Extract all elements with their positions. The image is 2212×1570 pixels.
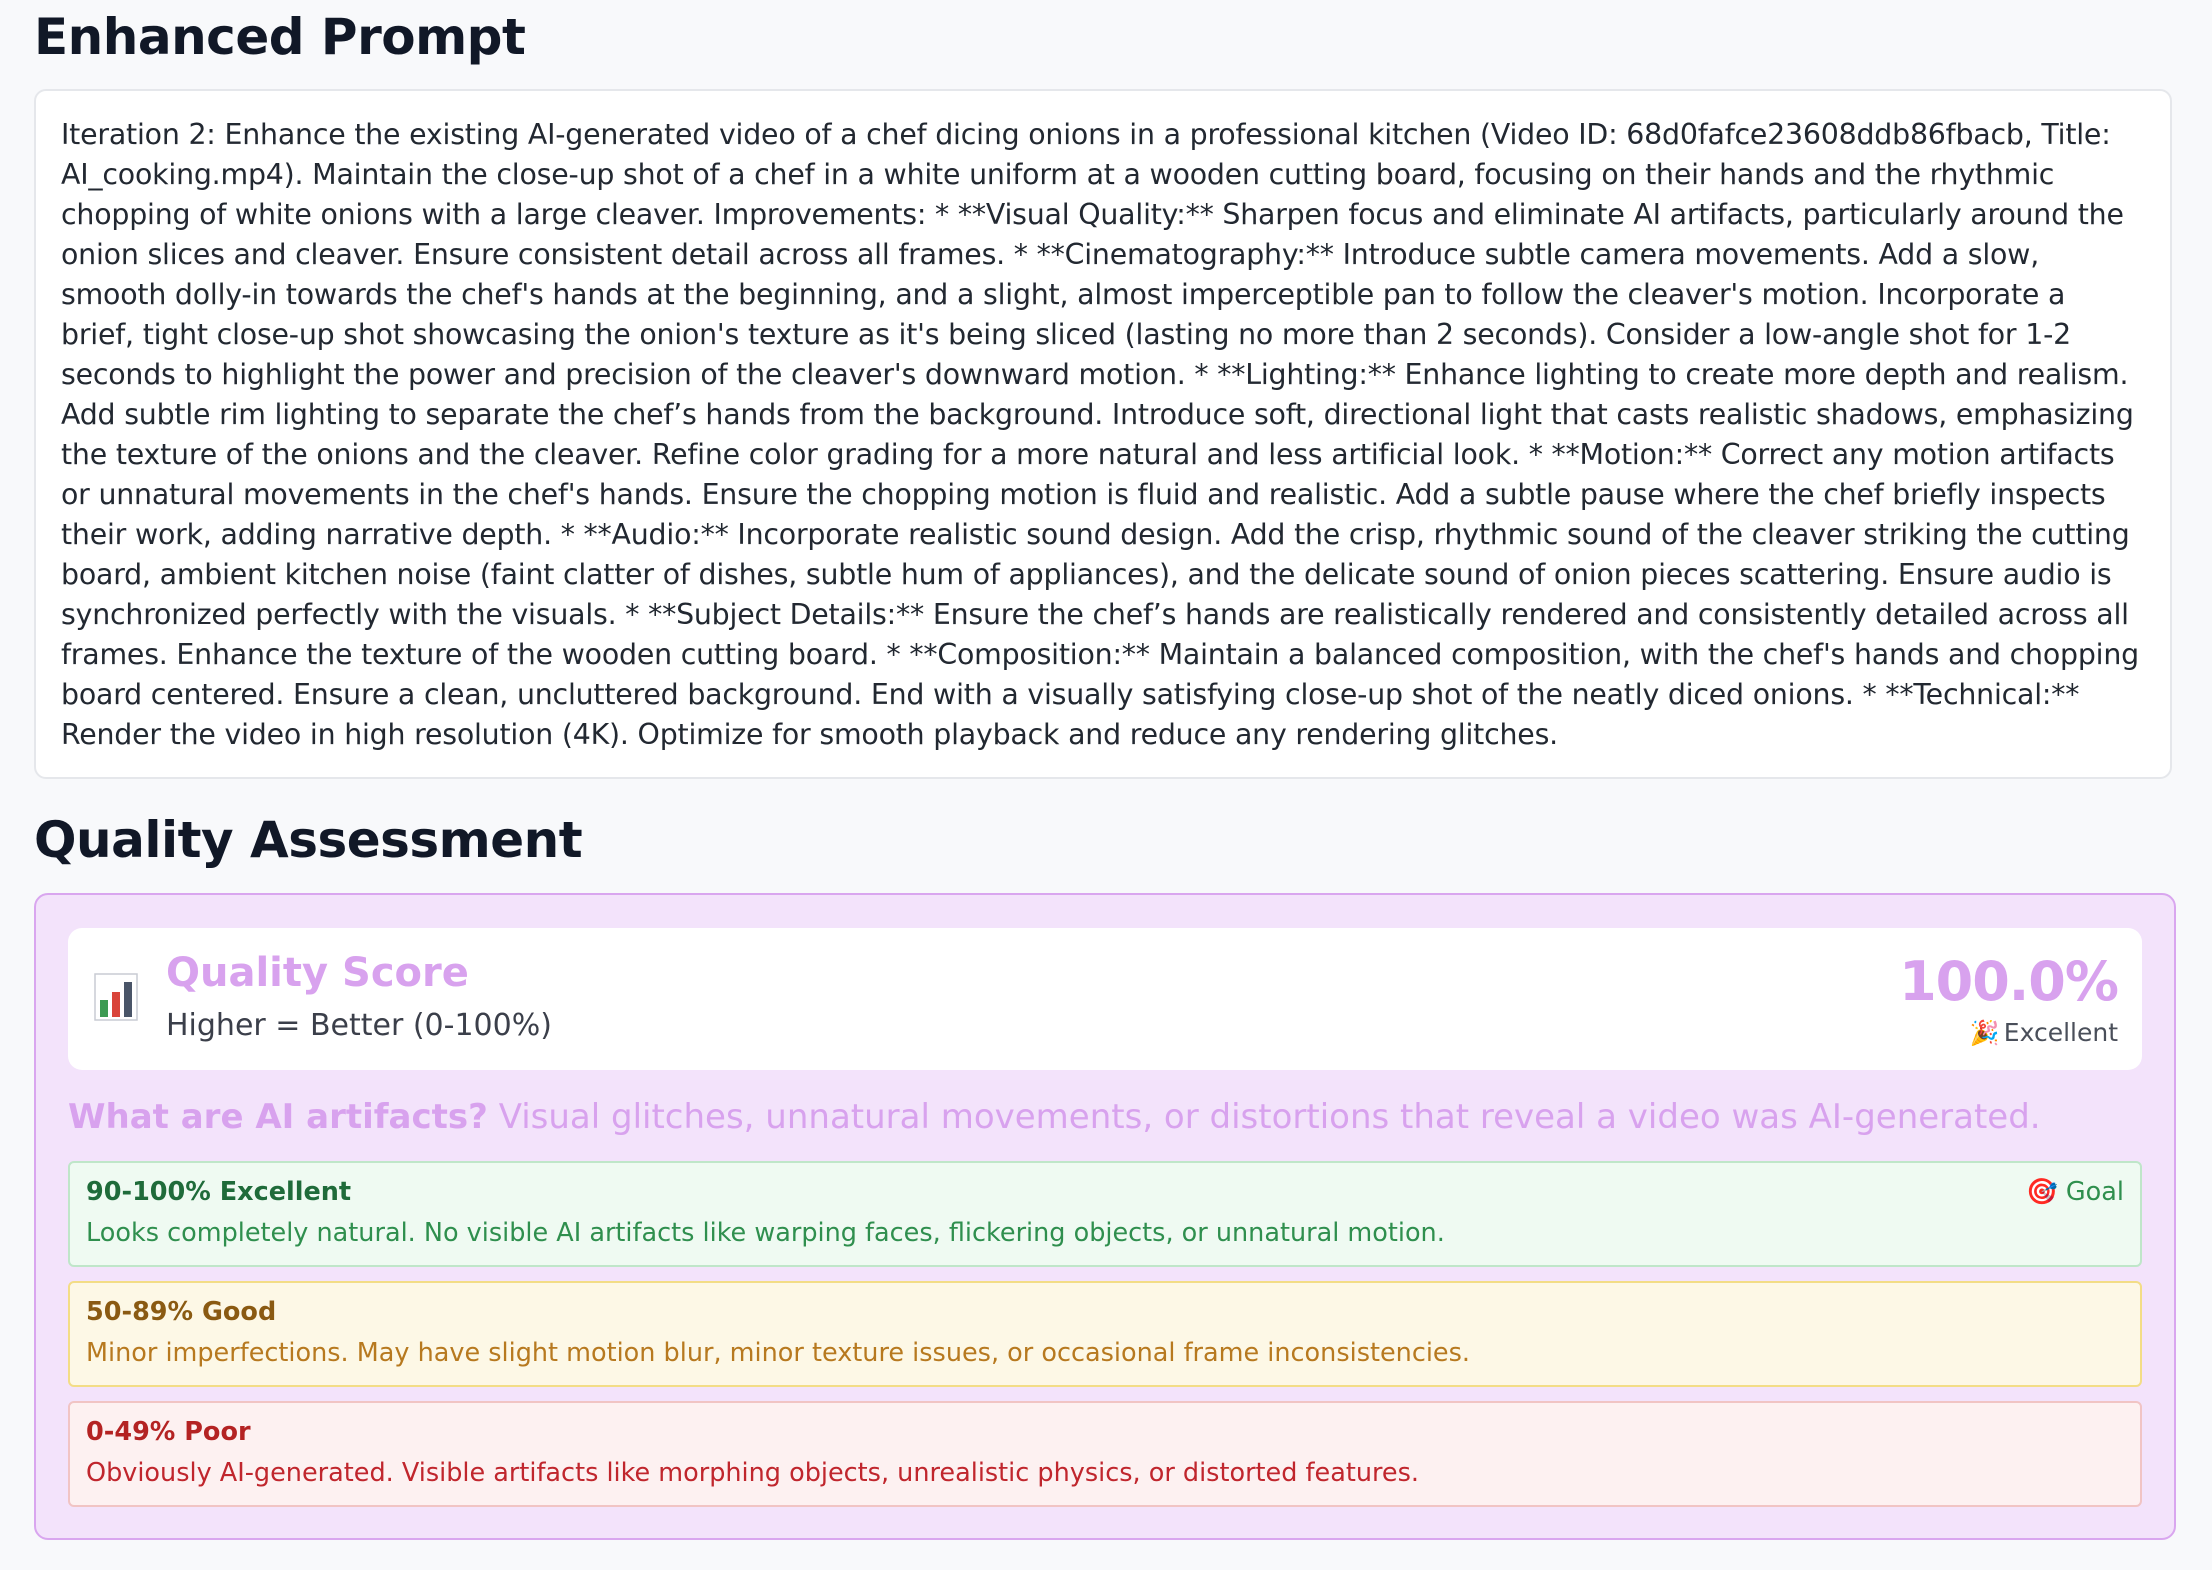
band-good-range: 50-89% Good [86, 1297, 277, 1327]
quality-score-title: Quality Score [166, 950, 469, 996]
quality-score-subtitle: Higher = Better (0-100%) [166, 1008, 552, 1043]
band-goal-badge [2026, 1177, 2124, 1207]
quality-score-value: 100.0% [1899, 950, 2118, 1013]
enhanced-prompt-heading: Enhanced Prompt [34, 8, 526, 66]
quality-score-rating [1970, 1018, 2118, 1047]
party-popper-icon: 🎉 [1969, 1019, 2000, 1047]
enhanced-prompt-card [34, 89, 2172, 779]
band-excellent [68, 1161, 2142, 1267]
band-good-description: Minor imperfections. May have slight motion blur, minor texture issues, or occasional frame inconsistencies. [86, 1338, 1471, 1368]
target-icon: 🎯 [2026, 1177, 2058, 1207]
band-good [68, 1281, 2142, 1387]
quality-score-rating-label: Excellent [2003, 1018, 2118, 1047]
band-excellent-description: Looks completely natural. No visible AI artifacts like warping faces, flickering objects, or unnatural motion. [86, 1218, 1445, 1248]
ai-artifacts-question: What are AI artifacts? [68, 1097, 488, 1137]
ai-artifacts-answer: Visual glitches, unnatural movements, or distortions that reveal a video was AI-generated. [498, 1097, 2041, 1137]
goal-label: Goal [2065, 1177, 2124, 1207]
bar-chart-icon [94, 972, 138, 1022]
band-poor [68, 1401, 2142, 1507]
quality-assessment-heading: Quality Assessment [34, 811, 583, 869]
band-poor-range: 0-49% Poor [86, 1417, 251, 1447]
enhanced-prompt-text: Iteration 2: Enhance the existing AI-generated video of a chef dicing onions in a professional kitchen (Video ID: 68d0fafce23608ddb86fbacb, Title: AI_cooking.mp4). Maintain the close-up shot of a chef in a white uniform at a wooden cutting board, focusing on their hands and the rhythmic chopping of white onions with a large cleaver. Improvements: * **Visual Quality:** Sharpen focus and eliminate AI artifacts, particularly around the onion slices and cleaver. Ensure consistent detail across all frames. * **Cinematography:** Introduce subtle camera movements. Add a slow, smooth dolly-in towards the chef's hands at the beginning, and a slight, almost imperceptible pan to follow the cleaver's motion. Incorporate a brief, tight close-up shot showcasing the onion's texture as it's being sliced (lasting no more than 2 seconds). Consider a low-angle shot for 1-2 seconds to highlight the power and precision of the cleaver's downward motion. * **Lighting:** Enhance lighting to create more depth and realism. Add subtle rim lighting to separate the chef’s hands from the background. Introduce soft, directional light that casts realistic shadows, emphasizing the texture of the onions and the cleaver. Refine color grading for a more natural and less artificial look. * **Motion:** Correct any motion artifacts or unnatural movements in the chef's hands. Ensure the chopping motion is fluid and realistic. Add a subtle pause where the chef briefly inspects their work, adding narrative depth. * **Audio:** Incorporate realistic sound design. Add the crisp, rhythmic sound of the cleaver striking the cutting board, ambient kitchen noise (faint clatter of dishes, subtle hum of appliances), and the delicate sound of onion pieces scattering. Ensure audio is synchronized perfectly with the visuals. * **Subject Details:** Ensure the chef’s hands are realistically rendered and consistently detailed across all frames. Enhance the texture of the wooden cutting board. * **Composition:** Maintain a balanced composition, with the chef's hands and chopping board centered. Ensure a clean, uncluttered background. End with a visually satisfying close-up shot of the neatly diced onions. * **Technical:** Render the video in high resolution (4K). Optimize for smooth playback and reduce any rendering glitches. [61, 118, 2139, 751]
ai-artifacts-explanation [68, 1097, 2148, 1137]
band-poor-description: Obviously AI-generated. Visible artifacts like morphing objects, unrealistic physics, or distorted features. [86, 1458, 1419, 1488]
quality-assessment-panel [34, 893, 2176, 1540]
band-excellent-range: 90-100% Excellent [86, 1177, 352, 1207]
quality-score-card [68, 928, 2142, 1070]
